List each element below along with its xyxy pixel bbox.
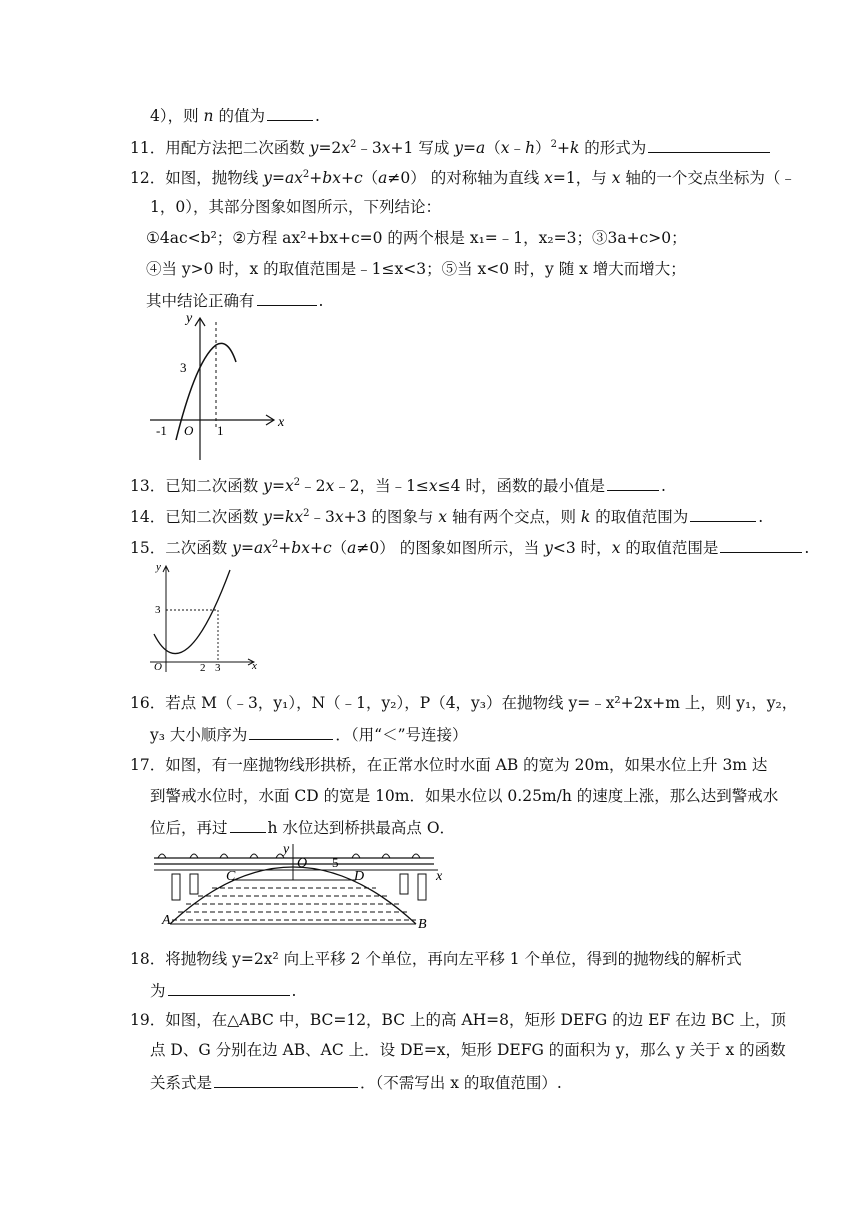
q13-answer-blank[interactable]: [607, 474, 659, 491]
o-label: O: [297, 856, 308, 871]
question-17-line-1: 17．如图，有一座抛物线形拱桥，在正常水位时水面 AB 的宽为 20m，如果水位上升 3m 达: [130, 756, 768, 774]
question-12-line-2: 1，0），其部分图象如图所示，下列结论：: [150, 198, 441, 216]
d-label: D: [354, 869, 365, 884]
question-19-line-1: 19．如图，在△ABC 中，BC=12，BC 上的高 AH=8，矩形 DEFG 的边 EF 在边 BC 上，顶: [130, 1011, 787, 1029]
question-12-conclusions-1: ①4ac<b²；②方程 ax²+bx+c=0 的两个根是 x₁=﹣1，x₂=3；③3a+c>0；: [146, 229, 687, 247]
question-17-line-3: 位后，再过 h 水位达到桥拱最高点 O．: [150, 816, 455, 838]
origin-label: O: [154, 661, 162, 673]
pier-right-2: [418, 874, 426, 900]
origin-label: O: [184, 423, 194, 438]
q10-continuation: 4），则 n 的值为 .: [150, 104, 320, 126]
q16-answer-blank[interactable]: [249, 723, 333, 740]
pier-right-1: [400, 874, 408, 894]
q19-answer-blank[interactable]: [214, 1071, 358, 1088]
question-11: 11．用配方法把二次函数 $y=2x^2﹣3x+1$ 写成 y=a（x﹣h）$^2$+k 的形式为: [130, 136, 772, 158]
water-hatching: [172, 888, 416, 920]
question-12-conclusions-2: ④当 y>0 时，x 的取值范围是﹣1≤x<3；⑤当 x<0 时，y 随 x 增大而增大；: [146, 260, 686, 278]
question-19-line-3: 关系式是 ．（不需写出 x 的取值范围）.: [150, 1071, 562, 1093]
question-14: 14．已知二次函数 $y=kx^2﹣3x+3$ 的图象与 x 轴有两个交点，则 k 的取值范围为 .: [130, 505, 763, 527]
y-label: y: [186, 311, 193, 326]
pier-left-2: [190, 874, 198, 894]
b-label: B: [418, 917, 427, 930]
q12-answer-blank[interactable]: [257, 289, 317, 306]
y-label: y: [283, 842, 290, 857]
x-tick-1: 1: [217, 423, 224, 438]
x-tick-2: 2: [200, 662, 206, 674]
parabola-curve: [154, 570, 230, 654]
question-16-line-2: y₃ 大小顺序为 ．（用“＜”号连接）: [150, 723, 468, 745]
question-18-line-1: 18．将抛物线 y=2x² 向上平移 2 个单位，再向左平移 1 个单位，得到的抛物线的解析式: [130, 950, 742, 968]
question-12-line-1: 12．如图，抛物线 $y=ax^2+bx+c(a\ne 0)$ 的对称轴为直线 x=1，与 x 轴的一个交点坐标为（﹣: [130, 168, 796, 187]
question-17-line-2: 到警戒水位时，水面 CD 的宽是 10m．如果水位以 0.25m/h 的速度上涨，那么达到警戒水: [150, 787, 779, 805]
question-12-line-5: 其中结论正确有 .: [146, 289, 323, 311]
x-label: x: [436, 869, 443, 884]
q14-answer-blank[interactable]: [690, 505, 756, 522]
y-label: y: [156, 561, 161, 573]
question-15: 15．二次函数 $y=ax^2+bx+c(a\ne 0)$ 的图象如图所示，当 y<3 时，x 的取值范围是 .: [130, 536, 809, 558]
q11-answer-blank[interactable]: [648, 136, 770, 153]
c-label: C: [226, 869, 236, 884]
question-18-line-2: 为 .: [150, 979, 296, 1001]
q17-answer-blank[interactable]: [230, 816, 266, 833]
question-19-line-2: 点 D、G 分别在边 AB、AC 上．设 DE=x，矩形 DEFG 的面积为 y，那么 y 关于 x 的函数: [150, 1041, 786, 1059]
q18-answer-blank[interactable]: [168, 979, 290, 996]
y-tick-3: 3: [155, 604, 161, 616]
q15-answer-blank[interactable]: [720, 536, 802, 553]
label-5: 5: [332, 855, 339, 870]
x-tick-neg1: -1: [156, 423, 167, 438]
q12-parabola-figure: [146, 310, 291, 465]
q17-bridge-figure: [150, 840, 450, 930]
pier-left-1: [172, 874, 180, 900]
q15-parabola-figure: [146, 558, 264, 676]
x-tick-3: 3: [215, 662, 221, 674]
x-label: x: [278, 415, 285, 430]
x-label: x: [252, 660, 257, 672]
y-tick-3: 3: [180, 360, 187, 375]
question-16-line-1: 16．若点 M（﹣3，y₁），N（﹣1，y₂），P（4，y₃）在抛物线 y=﹣x²+2x+m 上，则 y₁，y₂，: [130, 694, 798, 712]
question-13: 13．已知二次函数 $y=x^2﹣2x﹣2$，当﹣1≤x≤4 时，函数的最小值是 .: [130, 474, 666, 496]
q10-answer-blank[interactable]: [267, 104, 313, 121]
a-label: A: [162, 913, 171, 928]
